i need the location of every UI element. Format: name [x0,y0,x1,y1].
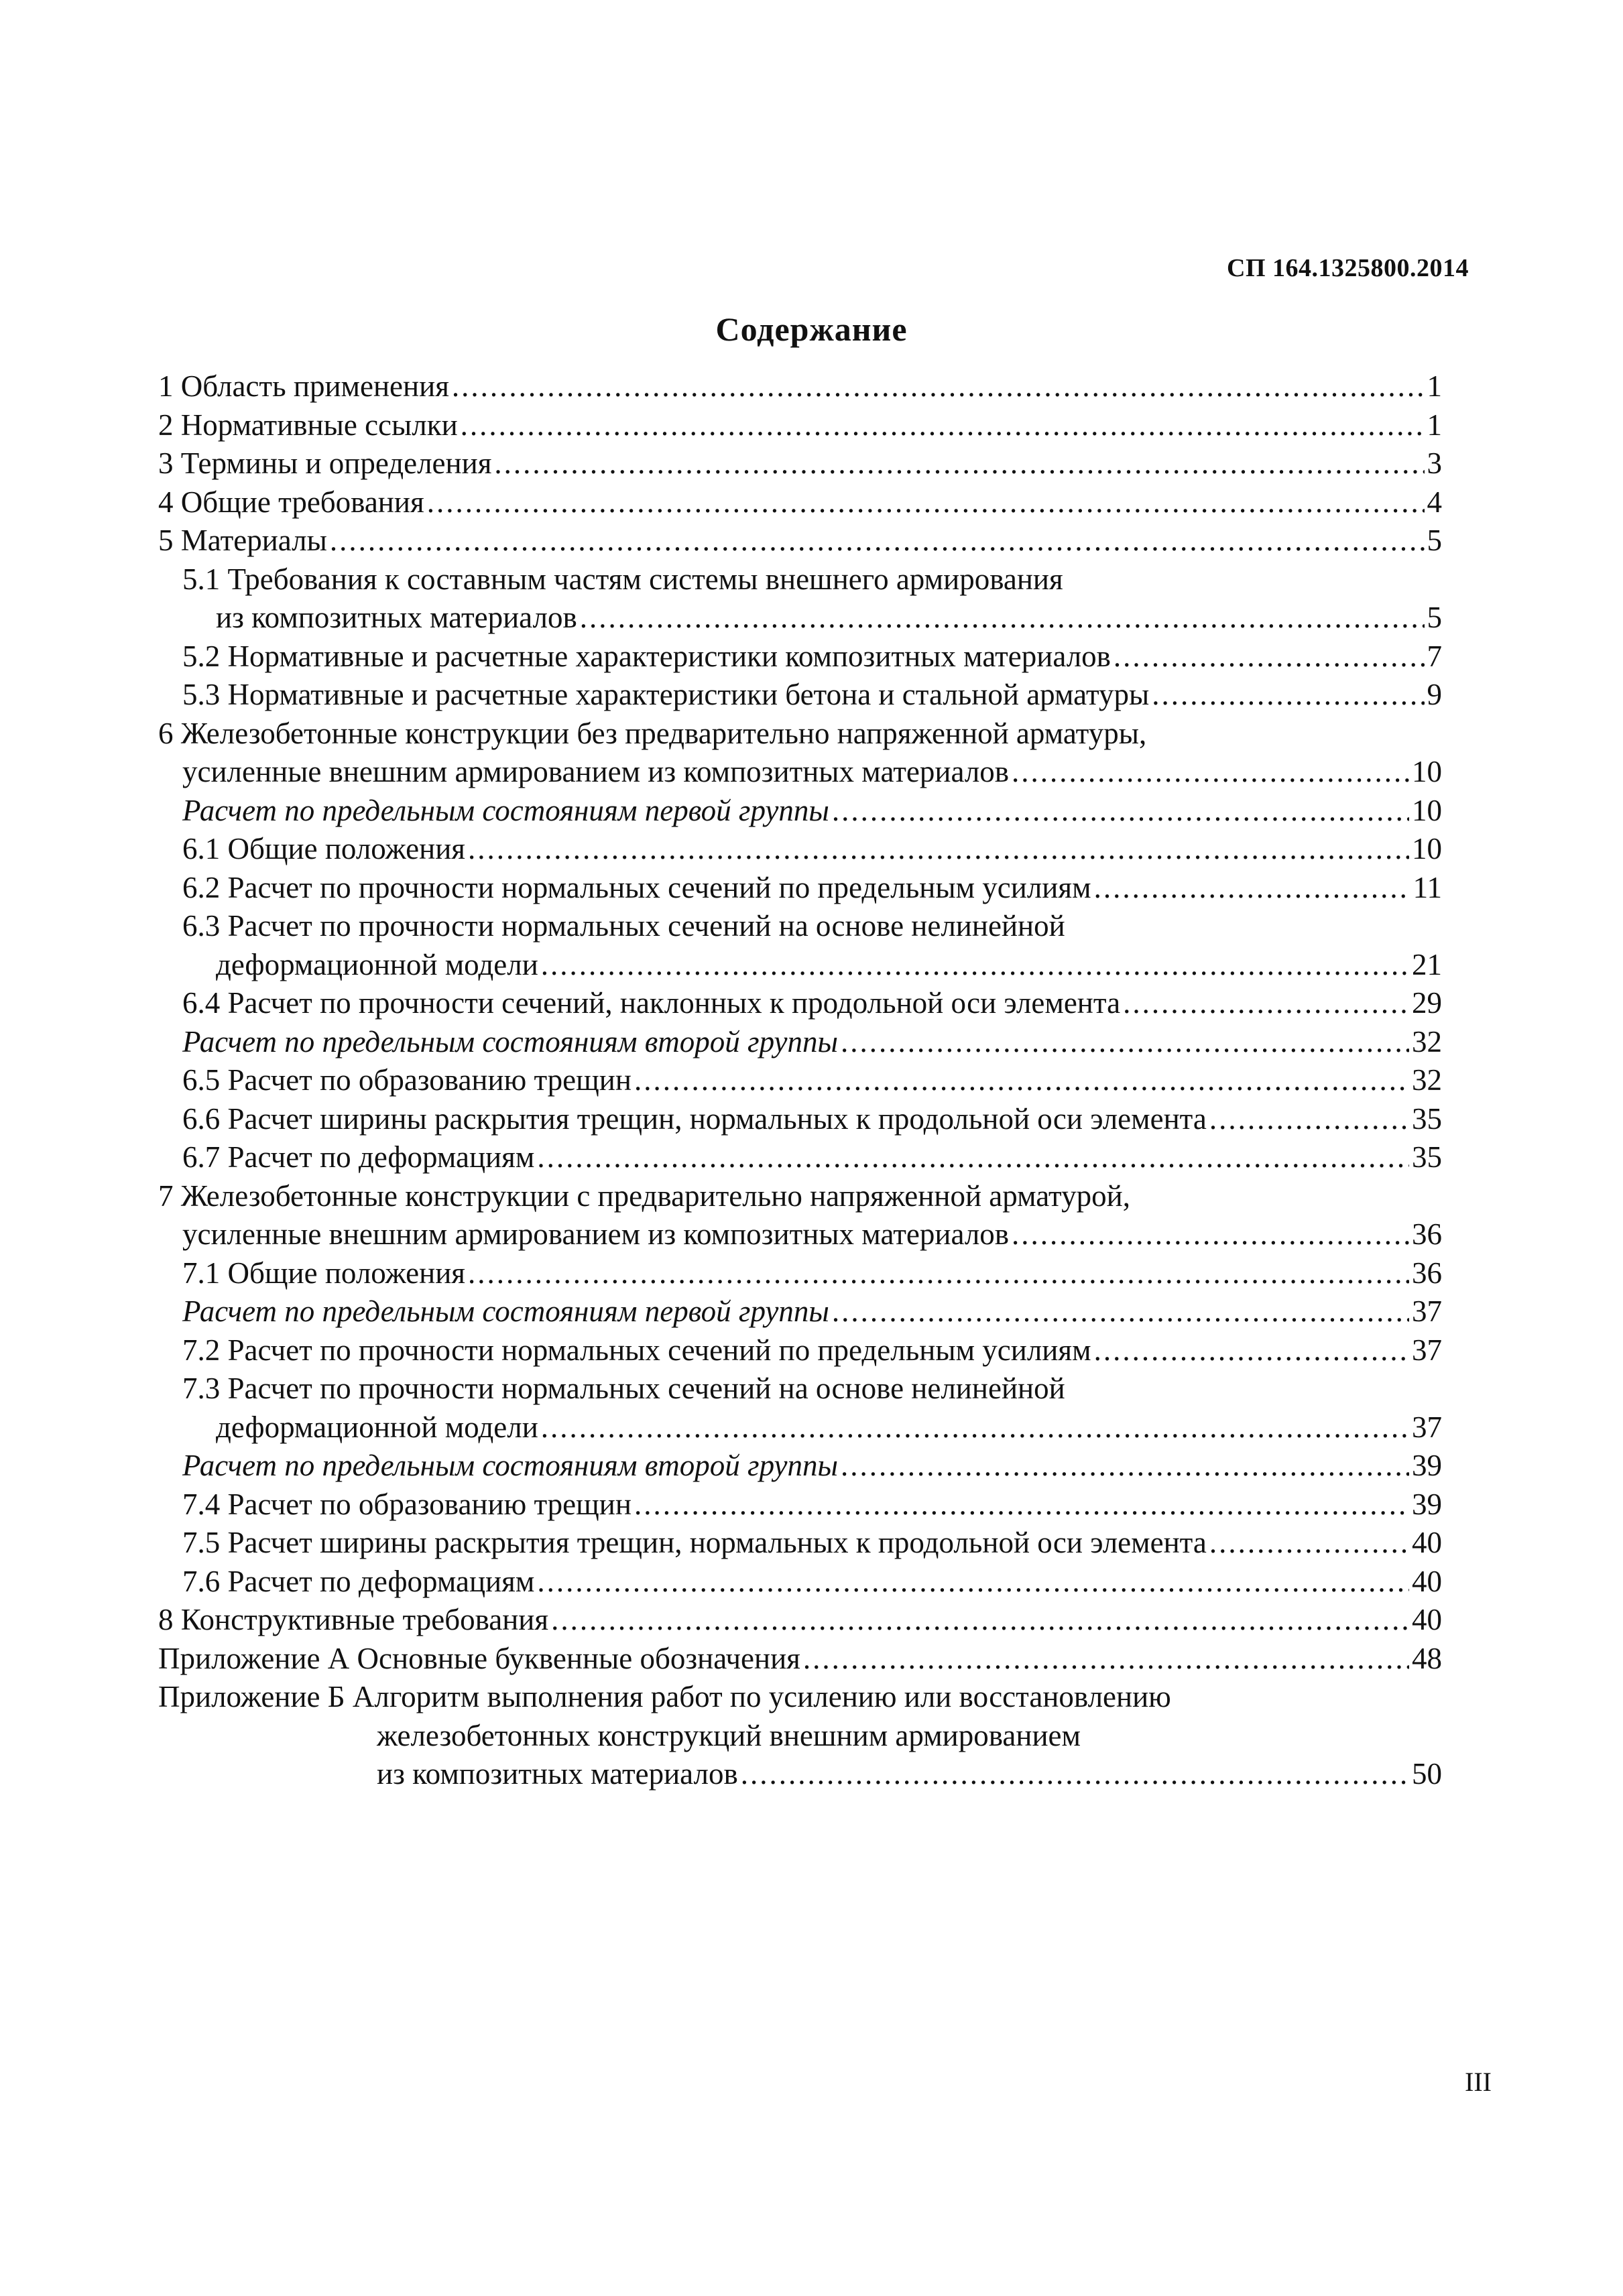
toc-entry-text: 5.1 Требования к составным частям системы внешнего армирования [182,562,1063,596]
toc-entry-text: деформационной модели [216,947,538,981]
toc-page-number: 50 [1412,1757,1442,1791]
dot-leader [832,1292,1409,1331]
toc-page-number: 39 [1412,1449,1442,1482]
toc-entry-text: 7.3 Расчет по прочности нормальных сечений на основе нелинейной [182,1372,1065,1405]
toc-entry [158,676,1442,715]
toc-entry [158,1640,1442,1679]
toc-entry [158,753,1442,792]
toc-entry-text: деформационной модели [216,1410,538,1444]
toc-entry-text: 6.2 Расчет по прочности нормальных сечений по предельным усилиям [182,870,1091,904]
toc-entry [158,1254,1442,1293]
dot-leader [1209,1100,1409,1139]
toc-entry [158,1370,1442,1408]
toc-entry-text: Расчет по предельным состояниям первой группы [182,1294,829,1328]
toc-entry [158,946,1442,985]
toc-entry [158,1331,1442,1370]
toc-page-number: 7 [1427,639,1442,673]
toc-entry [158,406,1442,445]
dot-leader [537,1138,1409,1177]
toc-entry-text: 5.3 Нормативные и расчетные характеристики бетона и стальной арматуры [182,678,1150,711]
dot-leader [427,483,1425,522]
dot-leader [1094,1331,1409,1370]
document-code: СП 164.1325800.2014 [1227,254,1469,282]
toc-entry-text: 7.5 Расчет ширины раскрытия трещин, нормальных к продольной оси элемента [182,1526,1207,1559]
toc-page-number: 32 [1412,1024,1442,1059]
dot-leader [1123,984,1409,1023]
toc-entry [158,1524,1442,1563]
dot-leader [551,1601,1409,1640]
toc-entry-text: 7.1 Общие положения [182,1256,466,1290]
dot-leader [1152,676,1424,715]
page-number: III [1465,2067,1492,2097]
toc-entry-text: Расчет по предельным состояниям первой группы [182,793,829,827]
toc-entry-text: железобетонных конструкций внешним армированием [377,1718,1081,1752]
toc-entry [158,1601,1442,1640]
toc-entry [158,444,1442,483]
toc-entry-text: Приложение Б Алгоритм выполнения работ по усилению или восстановлению [158,1680,1171,1713]
dot-leader [1209,1524,1409,1563]
dot-leader [541,946,1409,985]
toc-entry [158,1138,1442,1177]
toc-page-number: 21 [1412,947,1442,981]
toc-entry [158,1717,1442,1756]
toc-entry-text: 7.4 Расчет по образованию трещин [182,1487,632,1521]
dot-leader [468,830,1409,869]
toc-page-number: 29 [1412,986,1442,1020]
toc-entry [158,1023,1442,1062]
toc-entry [158,1292,1442,1331]
toc-entry-text: 7.6 Расчет по деформациям [182,1564,535,1598]
dot-leader [1012,753,1409,792]
toc-page-number: 11 [1412,870,1442,904]
toc-entry [158,1447,1442,1486]
toc-entry-text: 8 Конструктивные требования [158,1603,549,1636]
toc-page-number: 3 [1427,446,1442,480]
toc-entry-text: Расчет по предельным состояниям второй группы [182,1024,838,1059]
toc-entry [158,483,1442,522]
toc-page-number: 10 [1412,832,1442,865]
toc-entry [158,715,1442,753]
dot-leader [452,367,1425,406]
toc-entry [158,1215,1442,1254]
dot-leader [1012,1215,1409,1254]
toc-page-number: 40 [1412,1526,1442,1559]
toc-page-number: 9 [1427,678,1442,711]
toc-page-number: 1 [1427,408,1442,442]
toc-page-number: 48 [1412,1641,1442,1675]
toc-entry-text: 7.2 Расчет по прочности нормальных сечений по предельным усилиям [182,1333,1091,1367]
toc-entry-text: Приложение А Основные буквенные обозначения [158,1641,800,1675]
toc-entry-text: 5 Материалы [158,524,327,557]
toc-entry [158,522,1442,560]
toc-page-number: 35 [1412,1140,1442,1174]
toc-page-number: 4 [1427,485,1442,519]
toc-entry-text: Расчет по предельным состояниям второй группы [182,1449,838,1482]
toc-entry [158,1678,1442,1717]
toc-page-number: 40 [1412,1603,1442,1636]
toc-entry [158,1755,1442,1794]
dot-leader [1114,638,1425,676]
dot-leader [634,1061,1409,1100]
toc-entry-text: 3 Термины и определения [158,446,492,480]
toc-entry [158,1563,1442,1602]
toc-entry-text: 6.5 Расчет по образованию трещин [182,1063,632,1097]
dot-leader [580,599,1425,638]
dot-leader [537,1563,1409,1602]
dot-leader [494,444,1424,483]
toc-entry-text: 2 Нормативные ссылки [158,408,458,442]
dot-leader [841,1447,1409,1486]
toc-entry [158,1177,1442,1216]
toc-entry-text: из композитных материалов [216,601,577,634]
toc-page-number: 37 [1412,1410,1442,1444]
dot-leader [1094,869,1410,908]
toc-page-number: 5 [1427,524,1442,557]
toc-entry [158,638,1442,676]
toc-entry [158,599,1442,638]
toc-entry-text: усиленные внешним армированием из композитных материалов [182,755,1010,788]
toc-page-number: 40 [1412,1564,1442,1598]
dot-leader [832,792,1409,831]
dot-leader [330,522,1425,560]
dot-leader [461,406,1425,445]
toc-entry-text: 1 Область применения [158,369,449,403]
toc-entry [158,560,1442,599]
table-of-contents [158,367,1442,1794]
toc-page-number: 36 [1412,1217,1442,1251]
toc-entry-text: из композитных материалов [377,1757,738,1791]
toc-entry [158,1486,1442,1524]
toc-entry [158,367,1442,406]
toc-entry [158,907,1442,946]
toc-page-number: 39 [1412,1487,1442,1521]
dot-leader [541,1408,1409,1447]
toc-entry-text: усиленные внешним армированием из композитных материалов [182,1217,1010,1251]
dot-leader [468,1254,1409,1293]
toc-page-number: 32 [1412,1063,1442,1097]
toc-page-number: 10 [1412,755,1442,788]
toc-entry [158,792,1442,831]
dot-leader [803,1640,1409,1679]
toc-entry-text: 6.4 Расчет по прочности сечений, наклонных к продольной оси элемента [182,986,1121,1020]
toc-page-number: 37 [1412,1333,1442,1367]
dot-leader [741,1755,1409,1794]
dot-leader [841,1023,1409,1062]
toc-page-number: 5 [1427,601,1442,634]
toc-entry-text: 6.6 Расчет ширины раскрытия трещин, нормальных к продольной оси элемента [182,1101,1207,1136]
toc-entry-text: 6.1 Общие положения [182,832,466,865]
toc-entry [158,1061,1442,1100]
toc-entry [158,1408,1442,1447]
toc-entry-text: 6 Железобетонные конструкции без предварительно напряженной арматуры, [158,716,1147,750]
toc-title: Содержание [715,310,908,348]
toc-entry [158,830,1442,869]
dot-leader [634,1486,1409,1524]
toc-page-number: 1 [1427,369,1442,403]
toc-entry [158,1100,1442,1139]
toc-entry [158,984,1442,1023]
toc-entry-text: 6.3 Расчет по прочности нормальных сечений на основе нелинейной [182,909,1065,943]
toc-entry [158,869,1442,908]
toc-page-number: 35 [1412,1101,1442,1136]
toc-page-number: 36 [1412,1256,1442,1290]
toc-entry-text: 4 Общие требования [158,485,424,519]
toc-entry-text: 7 Железобетонные конструкции с предварительно напряженной арматурой, [158,1179,1130,1213]
toc-entry-text: 5.2 Нормативные и расчетные характеристики композитных материалов [182,639,1111,673]
toc-page-number: 37 [1412,1294,1442,1328]
toc-page-number: 10 [1412,793,1442,827]
toc-entry-text: 6.7 Расчет по деформациям [182,1140,535,1174]
